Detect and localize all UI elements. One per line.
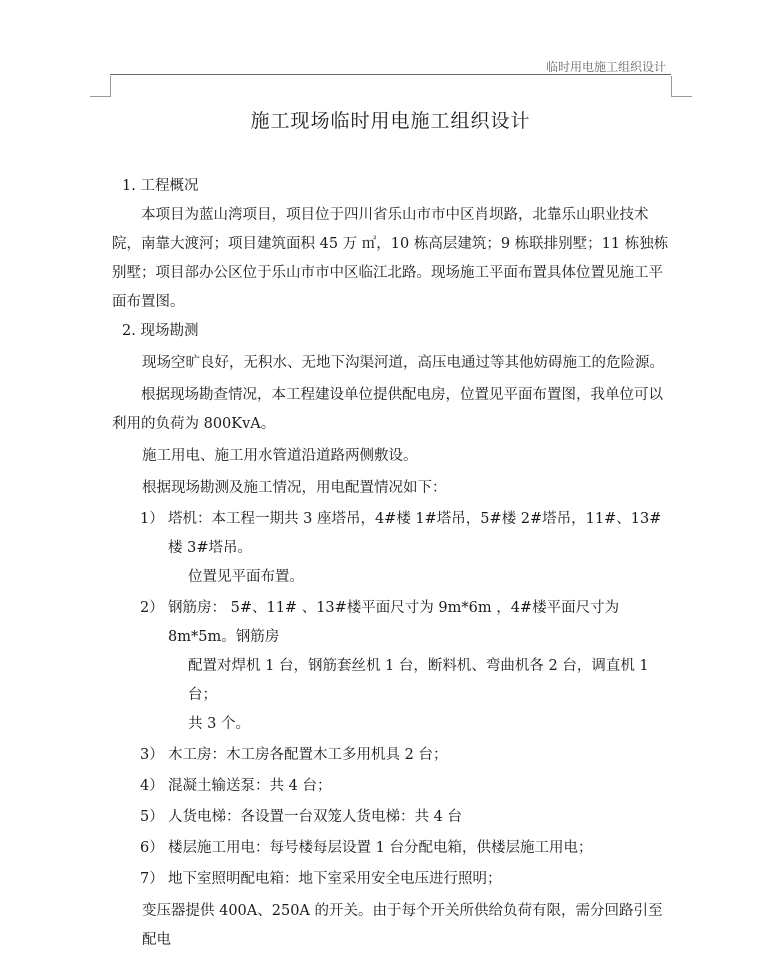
list-item [112,594,672,739]
list-item-number: 2） [140,600,164,616]
section-heading-survey: 2. 现场勘测 [122,323,199,339]
crop-mark-top-left [90,76,111,97]
list-item-number: 5） [140,809,164,825]
list-item-text-continued: 位置见平面布置。 [188,569,304,585]
list-item-text: 木工房：木工房各配置木工多用机具 2 台； [168,747,448,763]
survey-paragraph-5: 变压器提供 400A、250A 的开关。由于每个开关所供给负荷有限，需分回路引至配电 [142,903,663,948]
header-rule [110,74,671,75]
list-item [112,865,672,894]
list-item [112,834,672,863]
running-header: 临时用电施工组织设计 [545,60,666,74]
list-item-text: 混凝土输送泵：共 4 台； [168,778,332,794]
crop-mark-top-right [671,76,692,97]
survey-paragraph-2: 根据现场勘查情况，本工程建设单位提供配电房，位置见平面布置图，我单位可以利用的负荷为 800KvA。 [112,387,663,432]
list-item [112,772,672,801]
list-item [112,505,672,592]
section-heading-overview: 1. 工程概况 [122,178,199,194]
list-item-text-continued: 共 3 个。 [188,716,250,732]
list-item-number: 6） [140,840,164,856]
list-item-text: 塔机：本工程一期共 3 座塔吊，4#楼 1#塔吊，5#楼 2#塔吊，11#、13#楼 3#塔吊。 [168,511,662,556]
survey-paragraph-3: 施工用电、施工用水管道沿道路两侧敷设。 [142,448,418,464]
list-item-text: 人货电梯：各设置一台双笼人货电梯：共 4 台 [168,809,462,825]
list-item [112,741,672,770]
list-item-number: 4） [140,778,164,794]
list-item-text-continued: 配置对焊机 1 台，钢筋套丝机 1 台，断料机、弯曲机各 2 台，调直机 1 台； [188,658,649,703]
list-item-number: 3） [140,747,164,763]
document-title: 施工现场临时用电施工组织设计 [250,110,531,132]
list-item-text: 楼层施工用电：每号楼每层设置 1 台分配电箱，供楼层施工用电； [168,840,593,856]
list-item-text: 钢筋房： 5#、11# 、13#楼平面尺寸为 9m*6m ，4#楼平面尺寸为 8m*5m。钢筋房 [168,600,620,645]
document-body [112,172,672,955]
overview-paragraph: 本项目为蓝山湾项目，项目位于四川省乐山市市中区肖坝路，北靠乐山职业技术院，南靠大渡河；项目建筑面积 45 万 ㎡，10 栋高层建筑；9 栋联排别墅；11 栋独栋别墅；项目部办公区位于乐山市市中区临江北路。现场施工平面布置具体位置见施工平面布置图。 [112,207,669,310]
list-item-number: 1） [140,511,164,527]
survey-paragraph-4: 根据现场勘测及施工情况，用电配置情况如下： [142,480,447,496]
survey-paragraph-1: 现场空旷良好，无积水、无地下沟渠河道，高压电通过等其他妨碍施工的危险源。 [142,355,664,371]
list-item-text: 地下室照明配电箱：地下室采用安全电压进行照明； [168,871,502,887]
list-item [112,803,672,832]
list-item-number: 7） [140,871,164,887]
